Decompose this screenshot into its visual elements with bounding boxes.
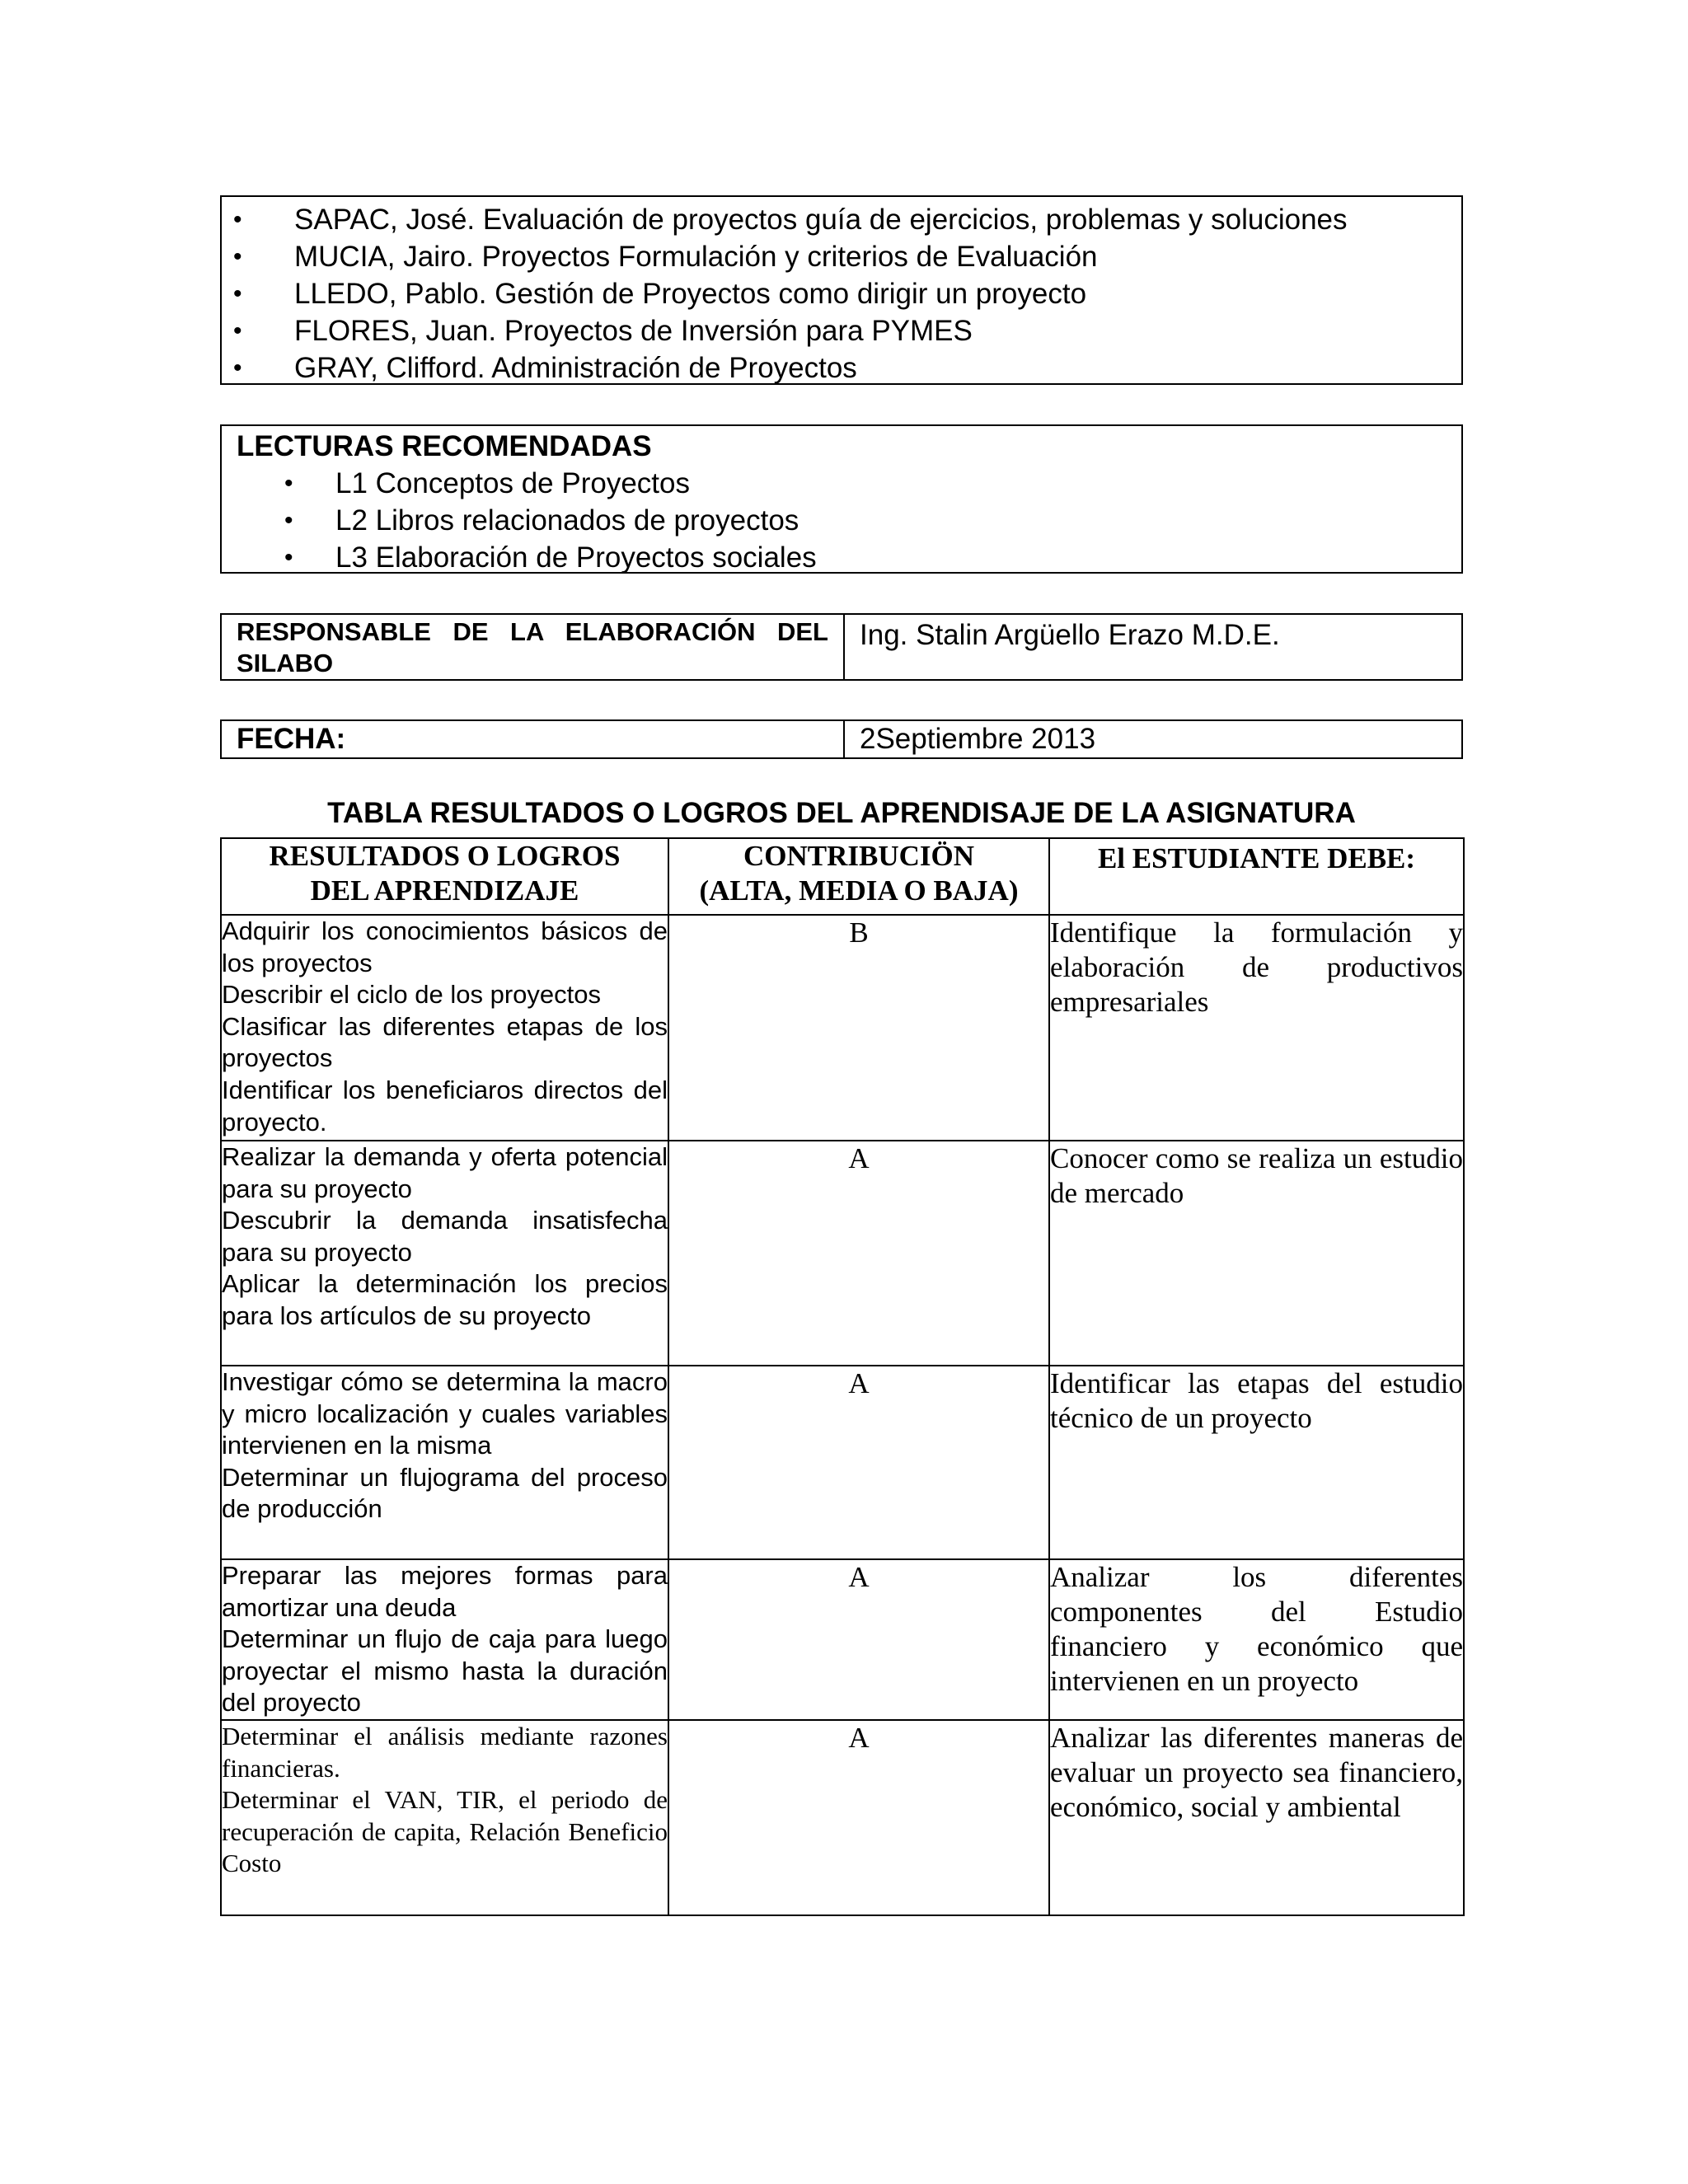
table-header-row <box>221 838 1464 915</box>
estudiante-cell: Analizar las diferentes maneras de evaluar un proyecto sea financiero, económico, social y ambiental <box>1049 1720 1464 1915</box>
resultado-item: Determinar un flujo de caja para luego proyectar el mismo hasta la duración del proyecto <box>222 1624 668 1718</box>
contribucion-cell: A <box>668 1559 1049 1720</box>
contribucion-cell: A <box>668 1366 1049 1559</box>
resultado-item: Clasificar las diferentes etapas de los proyectos <box>222 1011 668 1073</box>
resultado-item: Describir el ciclo de los proyectos <box>222 980 602 1010</box>
bibliography-box <box>220 195 1463 385</box>
resultados-cell <box>221 1366 668 1559</box>
header-resultados <box>221 838 668 915</box>
bibliography-item: • GRAY, Clifford. Administración de Proyectos <box>222 349 1461 387</box>
header-contribucion-line1: CONTRIBUCIÖN <box>743 840 975 872</box>
learning-outcomes-table <box>220 837 1465 1916</box>
resultados-cell <box>221 1720 668 1915</box>
resultado-item: Adquirir los conocimientos básicos de los proyectos <box>222 916 668 977</box>
header-resultados-line1: RESULTADOS O LOGROS <box>269 840 621 872</box>
resultado-item: Identificar los beneficiaros directos del proyecto. <box>222 1075 668 1137</box>
resultados-cell <box>221 915 668 1141</box>
responsable-row <box>220 613 1463 681</box>
contribucion-cell: B <box>668 915 1049 1141</box>
estudiante-cell: Analizar los diferentes componentes del Estudio financiero y económico que intervienen en un proyecto <box>1049 1559 1464 1720</box>
lecturas-box <box>220 424 1463 574</box>
responsable-label <box>222 615 845 679</box>
bibliography-item: • LLEDO, Pablo. Gestión de Proyectos como dirigir un proyecto <box>222 275 1461 312</box>
responsable-label-line1: RESPONSABLE DE LA ELABORACIÓN DEL <box>237 617 828 646</box>
header-estudiante-line1: El ESTUDIANTE DEBE: <box>1097 842 1416 874</box>
fecha-label: FECHA: <box>222 721 845 757</box>
fecha-row <box>220 719 1463 759</box>
resultado-item: Realizar la demanda y oferta potencial para su proyecto <box>222 1142 668 1203</box>
resultado-item: Preparar las mejores formas para amortizar una deuda <box>222 1561 668 1622</box>
fecha-value: 2Septiembre 2013 <box>860 723 1096 755</box>
header-contribucion <box>668 838 1049 915</box>
bibliography-list <box>222 201 1461 387</box>
resultado-item: Determinar el análisis mediante razones financieras. <box>222 1722 668 1783</box>
estudiante-cell: Identificar las etapas del estudio técnico de un proyecto <box>1049 1366 1464 1559</box>
table-row <box>221 1720 1464 1915</box>
header-contribucion-line2: (ALTA, MEDIA O BAJA) <box>699 874 1019 907</box>
table-row <box>221 1559 1464 1720</box>
table-row <box>221 1366 1464 1559</box>
contribucion-cell: A <box>668 1720 1049 1915</box>
responsable-label-line2: SILABO <box>237 649 334 677</box>
responsable-value: Ing. Stalin Argüello Erazo M.D.E. <box>860 619 1280 651</box>
header-resultados-line2: DEL APRENDIZAJE <box>310 874 579 907</box>
bibliography-item: • MUCIA, Jairo. Proyectos Formulación y criterios de Evaluación <box>222 238 1461 275</box>
resultado-item: Determinar un flujograma del proceso de producción <box>222 1462 668 1524</box>
lectura-item: • L3 Elaboración de Proyectos sociales <box>222 539 1461 576</box>
resultados-cell <box>221 1141 668 1366</box>
resultados-cell <box>221 1559 668 1720</box>
table-row <box>221 1141 1464 1366</box>
resultado-item: Determinar el VAN, TIR, el periodo de recuperación de capita, Relación Beneficio Costo <box>222 1785 668 1878</box>
table-title: TABLA RESULTADOS O LOGROS DEL APRENDISAJE DE LA ASIGNATURA <box>327 797 1356 829</box>
bibliography-item: • FLORES, Juan. Proyectos de Inversión para PYMES <box>222 312 1461 349</box>
resultado-item: Investigar cómo se determina la macro y micro localización y cuales variables intervienen en la misma <box>222 1367 668 1460</box>
lectura-item: • L2 Libros relacionados de proyectos <box>222 502 1461 539</box>
bibliography-item: • SAPAC, José. Evaluación de proyectos guía de ejercicios, problemas y soluciones <box>222 201 1461 238</box>
lectura-item: • L1 Conceptos de Proyectos <box>222 465 1461 502</box>
contribucion-cell: A <box>668 1141 1049 1366</box>
estudiante-cell: Identifique la formulación y elaboración de productivos empresariales <box>1049 915 1464 1141</box>
lecturas-title: LECTURAS RECOMENDADAS <box>237 430 652 462</box>
resultado-item: Descubrir la demanda insatisfecha para su proyecto <box>222 1206 668 1267</box>
table-row <box>221 915 1464 1141</box>
resultado-item: Aplicar la determinación los precios para los artículos de su proyecto <box>222 1269 668 1330</box>
header-estudiante <box>1049 838 1464 915</box>
lecturas-list <box>222 465 1461 576</box>
estudiante-cell: Conocer como se realiza un estudio de mercado <box>1049 1141 1464 1366</box>
